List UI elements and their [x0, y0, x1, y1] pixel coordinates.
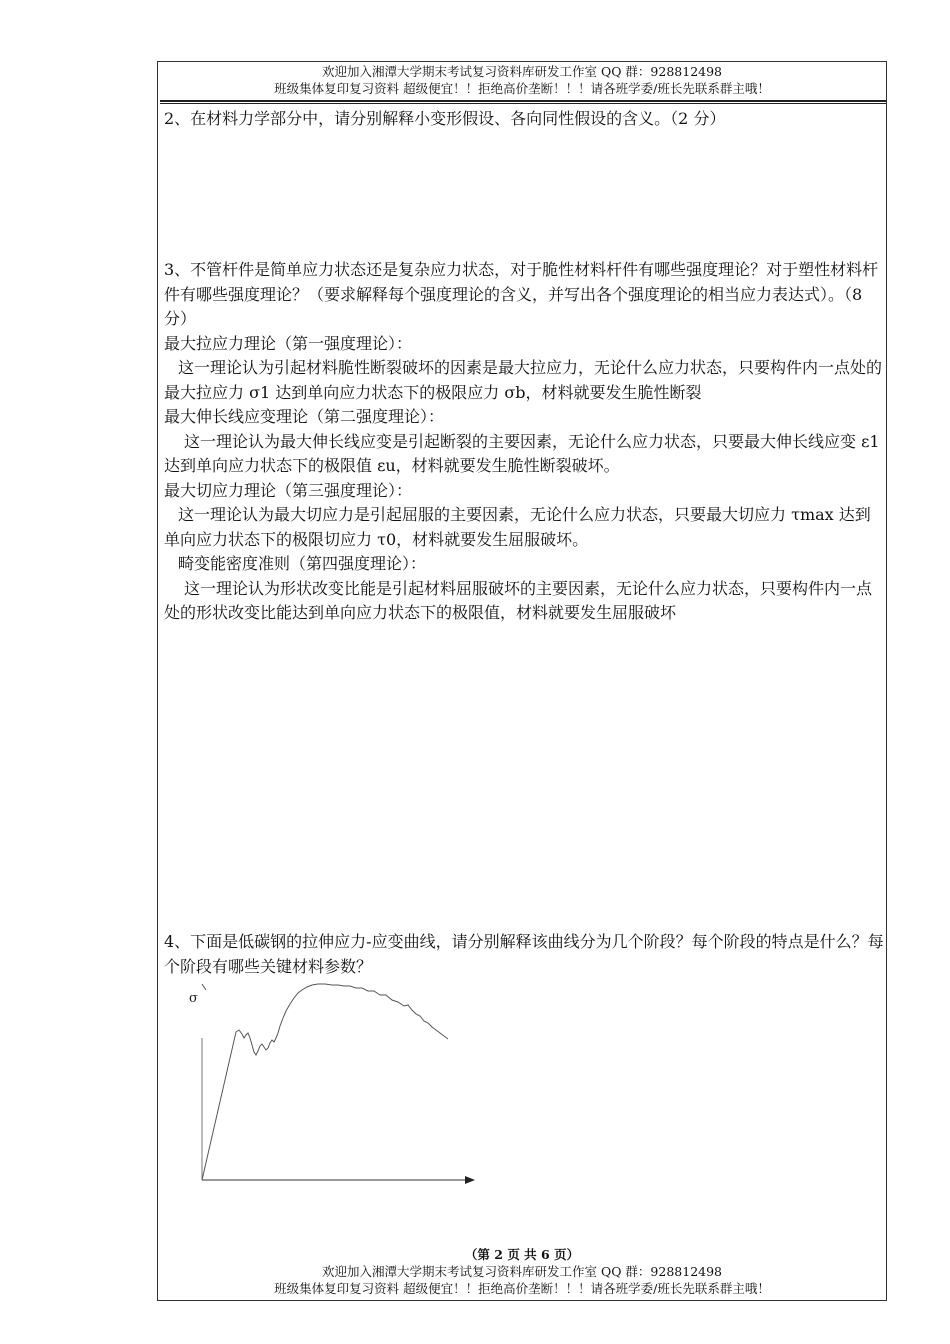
theory-1-title: 最大拉应力理论（第一强度理论）：: [164, 333, 413, 353]
sigma-axis-label: σ: [189, 991, 198, 1006]
theory-2-title: 最大伸长线应变理论（第二强度理论）：: [164, 407, 445, 426]
question-4-text: 4、下面是低碳钢的拉伸应力-应变曲线，请分别解释该曲线分为几个阶段？每个阶段的特点是什么？每个阶段有哪些关键材料参数？: [164, 932, 884, 976]
theory-3-title: 最大切应力理论（第三强度理论）：: [164, 480, 413, 500]
question-3-text: 3、不管杆件是简单应力状态还是复杂应力状态，对于脆性材料杆件有哪些强度理论？对于塑性材料杆件有哪些强度理论？（要求解释每个强度理论的含义，并写出各个强度理论的相当应力表达式）。（8 分）: [164, 260, 879, 328]
header-line-1: 欢迎加入湘潭大学期末考试复习资料库研发工作室 QQ 群：928812498: [321, 64, 723, 79]
header-divider-thin: [160, 103, 886, 104]
footer-line-2: 班级集体复印复习资料 超级便宜！！拒绝高价垄断！！！请各班学委/班长先联系群主哦！: [274, 1281, 770, 1296]
question-2-text: 2、在材料力学部分中，请分别解释小变形假设、各向同性假设的含义。（2 分）: [164, 109, 726, 128]
question-4: [164, 930, 886, 979]
stress-strain-curve: [202, 984, 448, 1180]
header-divider: [160, 100, 886, 102]
footer-line-1: 欢迎加入湘潭大学期末考试复习资料库研发工作室 QQ 群：928812498: [321, 1264, 723, 1279]
header-line-2: 班级集体复印复习资料 超级便宜！！拒绝高价垄断！！！请各班学委/班长先联系群主哦！: [274, 81, 770, 96]
sigma-tick-mark: [202, 984, 206, 990]
theory-4-body: 这一理论认为形状改变比能是引起材料屈服破坏的主要因素，无论什么应力状态，只要构件内一点处的形状改变比能达到单向应力状态下的极限值，材料就要发生屈服破坏: [164, 578, 873, 622]
stress-strain-curve-figure: [180, 978, 490, 1193]
page-header: [157, 63, 887, 97]
theory-2-body: 这一理论认为最大伸长线应变是引起断裂的主要因素，无论什么应力状态，只要最大伸长线应变 ε1 达到单向应力状态下的极限值 εu，材料就要发生脆性断裂破坏。: [164, 431, 880, 475]
x-axis-arrow-icon: [465, 1176, 475, 1184]
theory-1-body: 这一理论认为引起材料脆性断裂破坏的因素是最大拉应力，无论什么应力状态，只要构件内一点处的最大拉应力 σ1 达到单向应力状态下的极限应力 σb，材料就要发生脆性断裂: [164, 358, 883, 402]
theory-4-title: 畸变能密度准则（第四强度理论）：: [178, 554, 427, 573]
question-2: [164, 107, 886, 132]
page-footer: [157, 1246, 887, 1297]
question-3: [164, 258, 886, 626]
page-number: （第 2 页 共 6 页）: [464, 1247, 580, 1262]
theory-3-body: 这一理论认为最大切应力是引起屈服的主要因素，无论什么应力状态，只要最大切应力 τmax 达到单向应力状态下的极限切应力 τ0，材料就要发生屈服破坏。: [164, 505, 871, 549]
